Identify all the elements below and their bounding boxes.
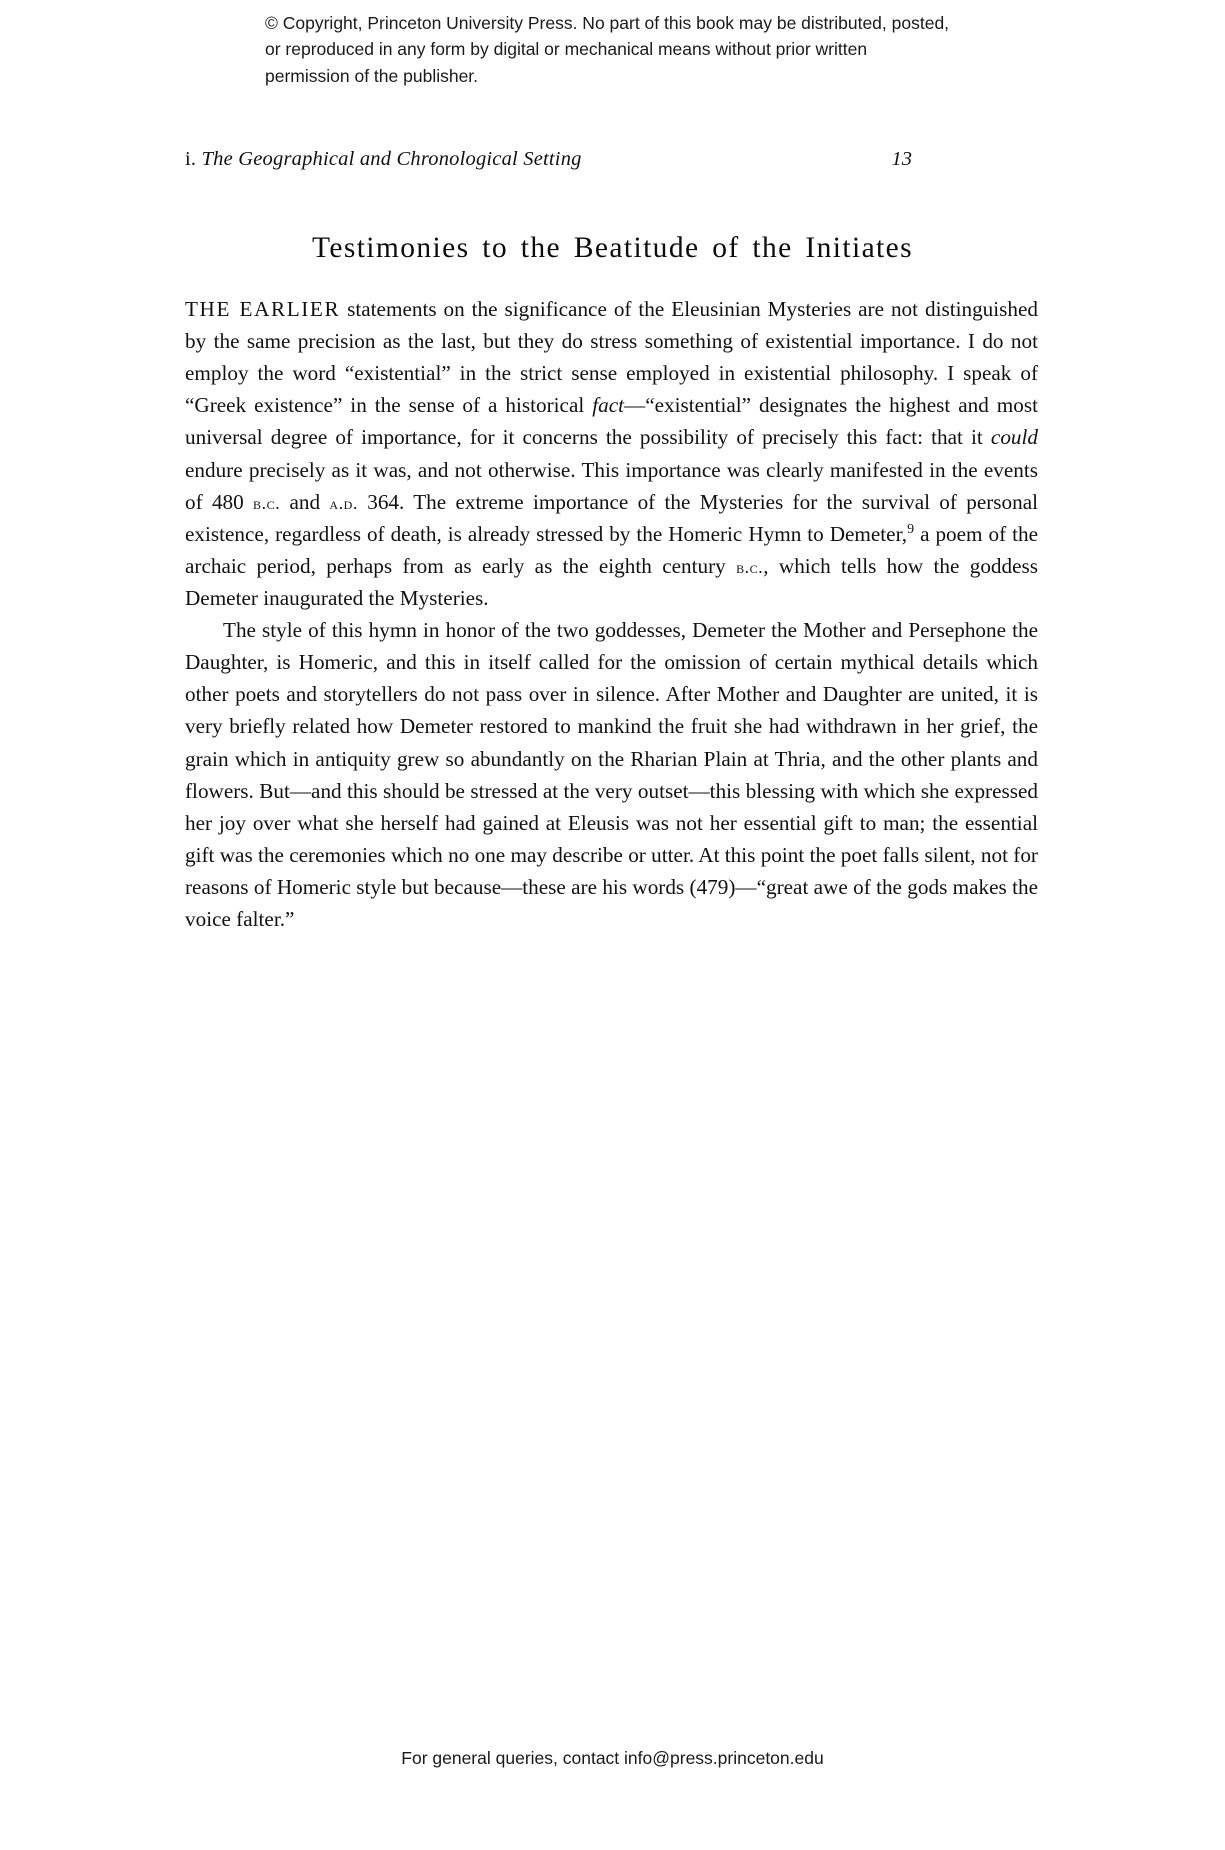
paragraph-1-part-7: , which tells how the goddess Demeter inaugurated the Mysteries. bbox=[185, 553, 1039, 610]
paragraph-1-part-5: 364. The extreme importance of the Mysteries for the survival of personal existence, regardless of death, is already stressed by the Homeric Hymn to Demeter, bbox=[185, 489, 1039, 546]
opening-small-caps: THE EARLIER bbox=[185, 297, 341, 321]
paragraph-1-part-2: —“existential” designates the highest and most universal degree of importance, for it concerns the possibility of precisely this fact: that it bbox=[185, 393, 1039, 450]
section-title: Testimonies to the Beatitude of the Initiates bbox=[311, 232, 914, 264]
paragraph-2: The style of this hymn in honor of the two goddesses, Demeter the Mother and Persephone the Daughter, is Homeric, and this in itself called for the omission of certain mythical details which other poets and storytellers do not pass over in silence. After Mother and Daughter are united, it is very briefly related how Demeter restored to mankind the fruit she had withdrawn in her grief, the grain which in antiquity grew so abundantly on the Rharian Plain at Thria, and the other plants and flowers. But—and this should be stressed at the very outset—this blessing with which she expressed her joy over what she herself had gained at Eleusis was not her essential gift to man; the essential gift was the ceremonies which no one may describe or utter. At this point the poet falls silent, not for reasons of Homeric style but because—these are his words (479)—“great awe of the gods makes the voice falter.” bbox=[185, 618, 1038, 932]
page-number: 13 bbox=[891, 148, 912, 170]
paragraph-1-part-3: endure precisely as it was, and not otherwise. This importance was clearly manifested in the events of 480 bbox=[185, 457, 1038, 514]
paragraph-1-era-bc-2: b.c. bbox=[736, 556, 764, 577]
running-head-title bbox=[185, 148, 582, 171]
paragraph-1-italic-could: could bbox=[990, 425, 1038, 450]
footer-queries-line: For general queries, contact info@press.princeton.edu bbox=[401, 1748, 824, 1768]
chapter-number: i. bbox=[185, 148, 197, 170]
copyright-notice: © Copyright, Princeton University Press. No part of this book may be distributed, posted, or reproduced in any form by digital or mechanical means without prior written permission of the publisher. bbox=[265, 13, 950, 86]
running-head bbox=[185, 148, 1040, 171]
paragraph-1-part-6: a poem of the archaic period, perhaps from as early as the eighth century bbox=[185, 521, 1038, 578]
paragraph-1-part-4: and bbox=[280, 489, 330, 514]
footnote-marker: 9 bbox=[907, 521, 915, 537]
paragraph-1-era-ad: a.d. bbox=[329, 492, 358, 513]
chapter-title: The Geographical and Chronological Setting bbox=[201, 148, 582, 170]
paragraph-1-era-bc-1: b.c. bbox=[253, 492, 281, 513]
paragraph-1-part-1: statements on the significance of the Eleusinian Mysteries are not distinguished by the same precision as the last, but they do stress something of existential importance. I do not employ the word “existential” in the strict sense employed in existential philosophy. I speak of “Greek existence” in the sense of a historical bbox=[185, 297, 1038, 418]
body-text bbox=[185, 293, 1038, 935]
paragraph-1-italic-fact: fact bbox=[592, 393, 624, 418]
paragraph-1 bbox=[185, 293, 1038, 614]
